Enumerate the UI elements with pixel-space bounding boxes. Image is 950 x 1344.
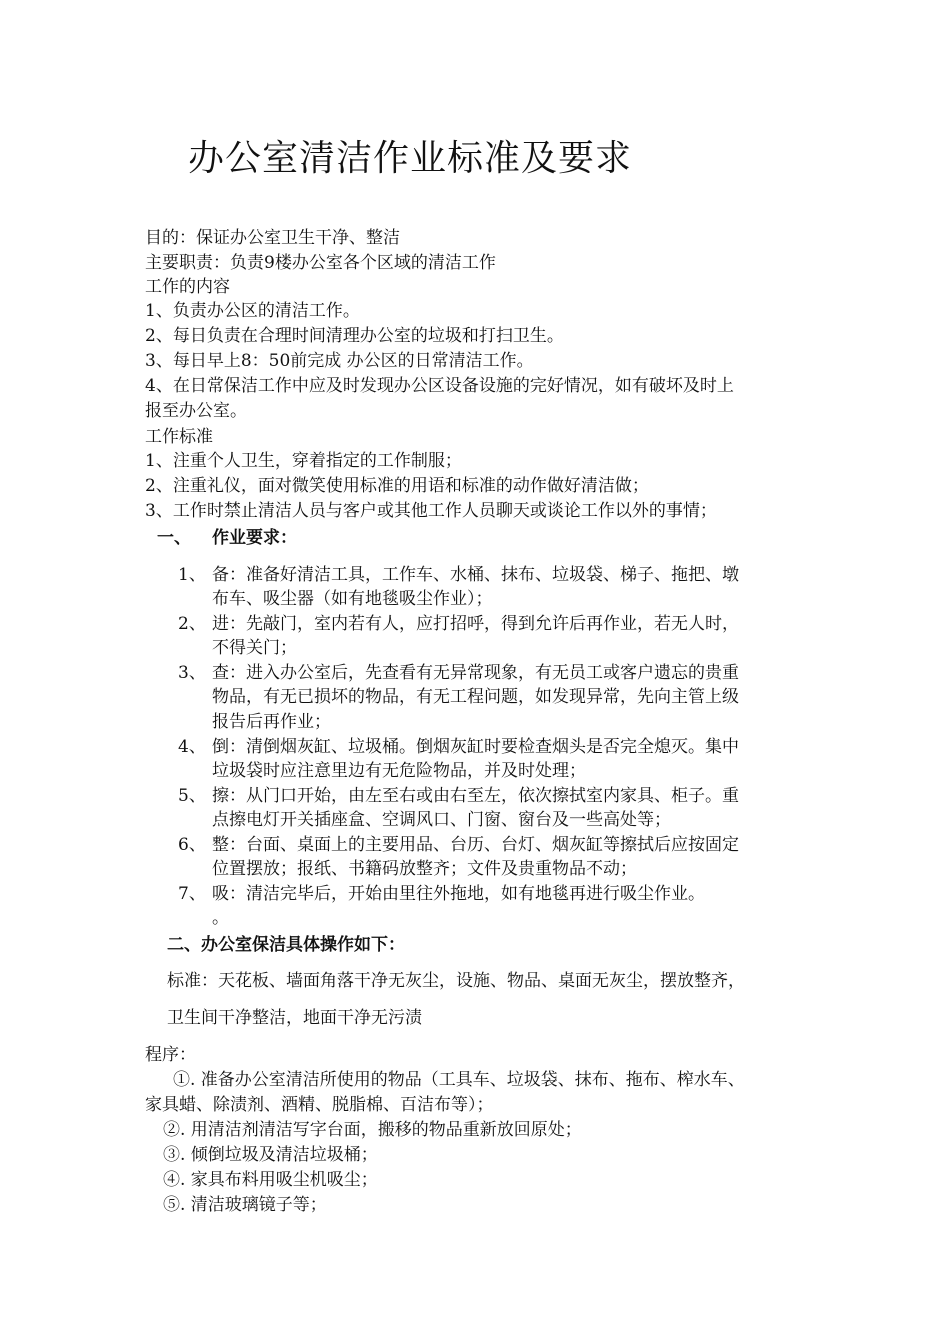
- requirement-line: 布车、吸尘器（如有地毯吸尘作业）；: [212, 589, 493, 609]
- requirement-number: 5、: [178, 786, 206, 806]
- requirement-number: 3、: [178, 663, 206, 683]
- content-item: 4、在日常保洁工作中应及时发现办公区设备设施的完好情况，如有破坏及时上: [145, 376, 734, 396]
- requirement-line: 位置摆放；报纸、书籍码放整齐；文件及贵重物品不动；: [212, 859, 637, 879]
- procedure-step: ⑤. 清洁玻璃镜子等；: [163, 1195, 327, 1215]
- content-item: 3、每日早上8：50前完成 办公区的日常清洁工作。: [145, 351, 534, 371]
- requirement-number: 4、: [178, 737, 206, 757]
- content-item: 报至办公室。: [145, 401, 247, 421]
- section2-heading: 二、办公室保洁具体操作如下：: [167, 935, 405, 955]
- standard-item: 3、工作时禁止清洁人员与客户或其他工作人员聊天或谈论工作以外的事情；: [145, 501, 717, 521]
- procedure-step: ③. 倾倒垃圾及清洁垃圾桶；: [163, 1145, 378, 1165]
- requirement-number: 6、: [178, 835, 206, 855]
- requirement-line: 报告后再作业；: [212, 712, 331, 732]
- procedure-heading: 程序：: [145, 1045, 196, 1065]
- requirement-line: 物品，有无已损坏的物品，有无工程问题，如发现异常，先向主管上级: [212, 687, 739, 707]
- procedure-step: ②. 用清洁剂清洁写字台面，搬移的物品重新放回原处；: [163, 1120, 582, 1140]
- standard-item: 1、注重个人卫生，穿着指定的工作制服；: [145, 451, 462, 471]
- requirement-line: 擦：从门口开始，由左至右或由右至左，依次擦拭室内家具、柜子。重: [212, 786, 739, 806]
- page-title: 办公室清洁作业标准及要求: [188, 138, 633, 179]
- requirement-line: 吸：清洁完毕后，开始由里往外拖地，如有地毯再进行吸尘作业。: [212, 884, 705, 904]
- requirement-line: 垃圾袋时应注意里边有无危险物品，并及时处理；: [212, 761, 586, 781]
- requirement-line: 进：先敲门，室内若有人，应打招呼，得到允许后再作业，若无人时，: [212, 614, 739, 634]
- content-heading: 工作的内容: [145, 277, 230, 297]
- requirement-number: 2、: [178, 614, 206, 634]
- procedure-step: 家具蜡、除渍剂、酒精、脱脂棉、百洁布等）；: [145, 1095, 494, 1115]
- standard-text: 标准：天花板、墙面角落干净无灰尘，设施、物品、桌面无灰尘，摆放整齐，: [167, 971, 745, 991]
- procedure-step: ④. 家具布料用吸尘机吸尘；: [163, 1170, 378, 1190]
- section1-heading: 作业要求：: [212, 528, 297, 548]
- content-item: 2、每日负责在合理时间清理办公室的垃圾和打扫卫生。: [145, 326, 564, 346]
- procedure-step: ①. 准备办公室清洁所使用的物品（工具车、垃圾袋、抹布、拖布、榨水车、: [173, 1070, 745, 1090]
- duty-text: 主要职责：负责9楼办公室各个区域的清洁工作: [145, 253, 496, 273]
- requirement-line: 点擦电灯开关插座盒、空调风口、门窗、窗台及一些高处等；: [212, 810, 671, 830]
- requirement-number: 1、: [178, 565, 206, 585]
- requirement-line: 查：进入办公室后，先查看有无异常现象，有无员工或客户遗忘的贵重: [212, 663, 739, 683]
- requirement-line: 备：准备好清洁工具，工作车、水桶、抹布、垃圾袋、梯子、拖把、墩: [212, 565, 739, 585]
- standard-text: 卫生间干净整洁，地面干净无污渍: [167, 1008, 422, 1028]
- section1-number: 一、: [157, 528, 191, 548]
- content-item: 1、负责办公区的清洁工作。: [145, 301, 360, 321]
- requirement-line: 倒：清倒烟灰缸、垃圾桶。倒烟灰缸时要检查烟头是否完全熄灭。集中: [212, 737, 739, 757]
- requirement-line: 不得关门；: [212, 638, 297, 658]
- standard-item: 2、注重礼仪，面对微笑使用标准的用语和标准的动作做好清洁做；: [145, 476, 649, 496]
- requirement-line: 。: [212, 908, 229, 928]
- requirement-number: 7、: [178, 884, 206, 904]
- purpose-text: 目的：保证办公室卫生干净、整洁: [145, 228, 400, 248]
- requirement-line: 整：台面、桌面上的主要用品、台历、台灯、烟灰缸等擦拭后应按固定: [212, 835, 739, 855]
- standard-heading: 工作标准: [145, 427, 213, 447]
